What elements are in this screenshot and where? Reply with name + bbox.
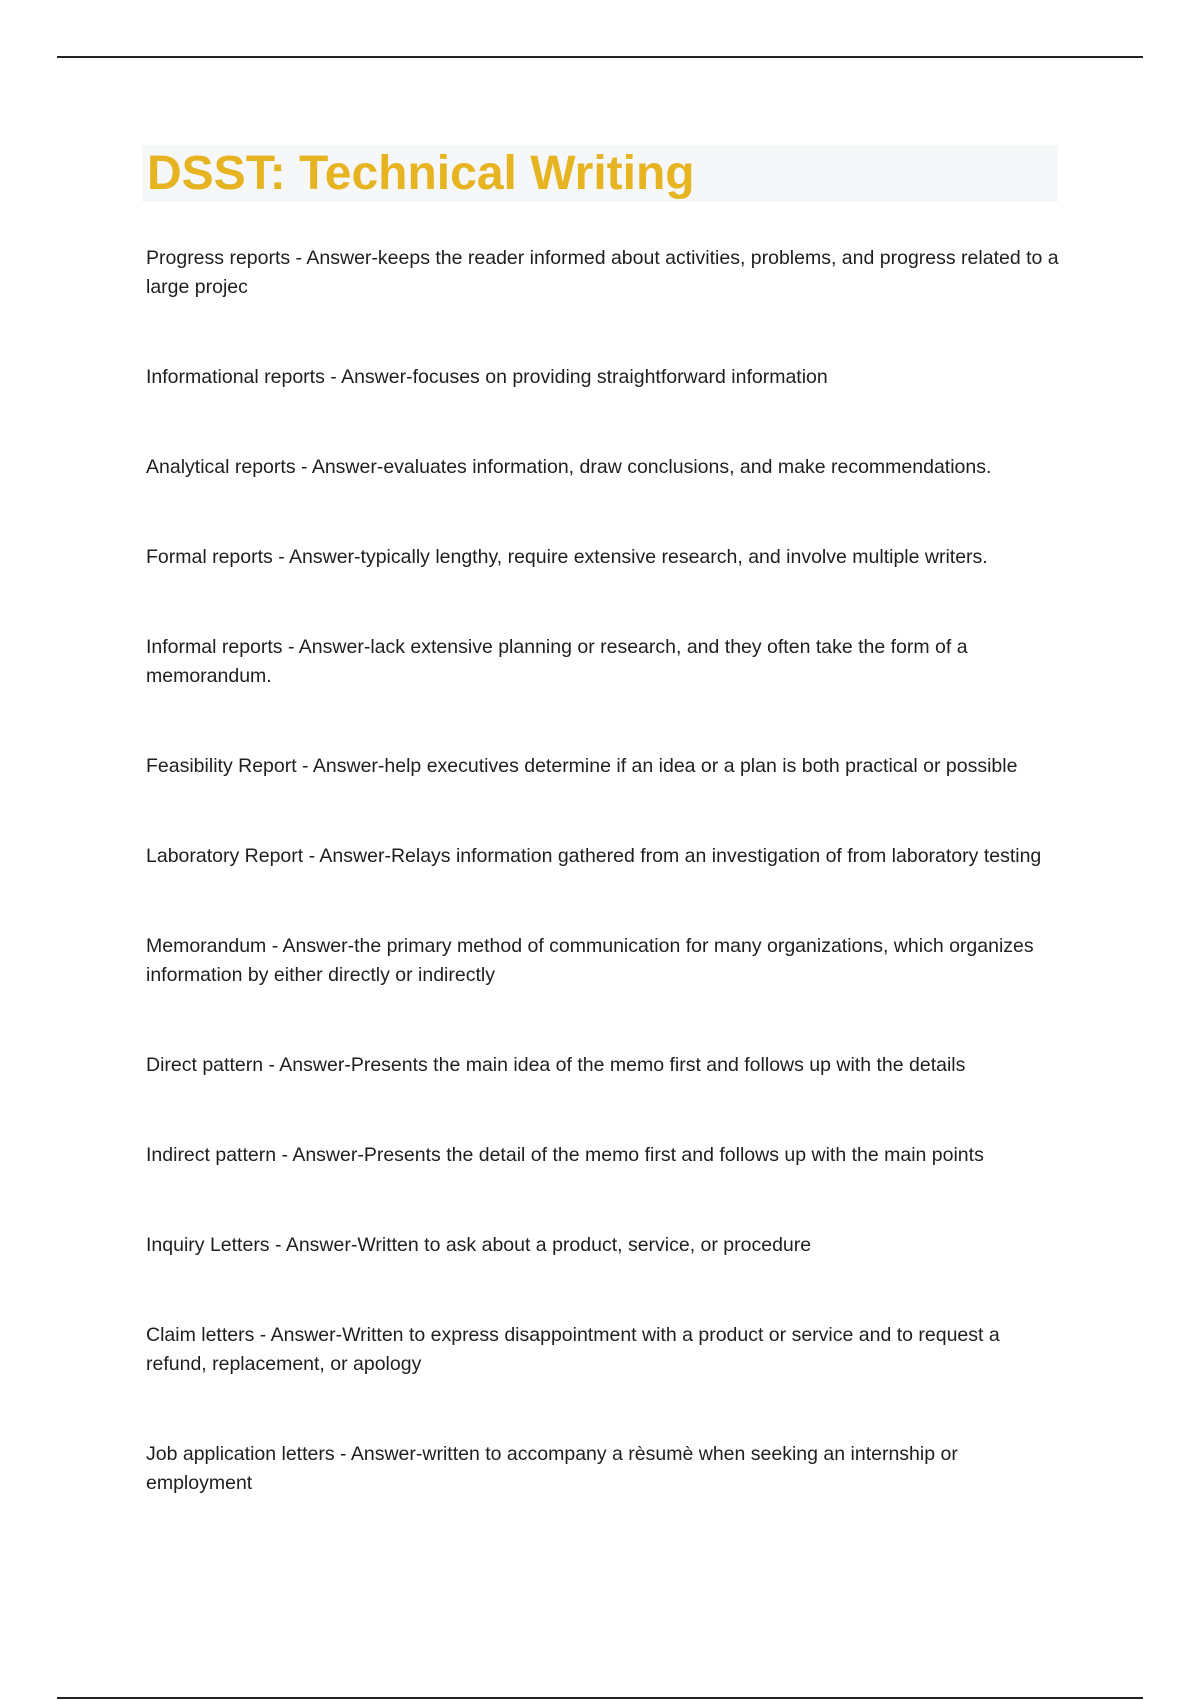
bottom-divider (57, 1697, 1143, 1699)
flashcard-entry-informal-reports: Informal reports - Answer-lack extensive planning or research, and they often take the form of a memorandum. (146, 636, 968, 687)
flashcard-entry-feasibility-report: Feasibility Report - Answer-help executives determine if an idea or a plan is both practical or possible (146, 755, 1018, 777)
flashcard-entry-direct-pattern: Direct pattern - Answer-Presents the main idea of the memo first and follows up with the details (146, 1054, 966, 1076)
flashcard-entry-memorandum: Memorandum - Answer-the primary method of communication for many organizations, which organizes information by either directly or indirectly (146, 935, 1034, 986)
document-title: DSST: Technical Writing (147, 147, 695, 200)
flashcard-entry-job-application-letters: Job application letters - Answer-written to accompany a rèsumè when seeking an internship or employment (146, 1443, 958, 1494)
flashcard-entry-laboratory-report: Laboratory Report - Answer-Relays information gathered from an investigation of from laboratory testing (146, 845, 1042, 867)
flashcard-entry-progress-reports: Progress reports - Answer-keeps the reader informed about activities, problems, and progress related to a large projec (146, 247, 1059, 298)
flashcard-entry-formal-reports: Formal reports - Answer-typically lengthy, require extensive research, and involve multiple writers. (146, 546, 988, 568)
flashcard-entry-inquiry-letters: Inquiry Letters - Answer-Written to ask about a product, service, or procedure (146, 1234, 812, 1256)
flashcard-entry-analytical-reports: Analytical reports - Answer-evaluates information, draw conclusions, and make recommendations. (146, 456, 992, 478)
flashcard-entry-informational-reports: Informational reports - Answer-focuses on providing straightforward information (146, 366, 828, 388)
top-divider (57, 56, 1143, 58)
flashcard-list (146, 244, 1062, 1559)
flashcard-entry-indirect-pattern: Indirect pattern - Answer-Presents the detail of the memo first and follows up with the main points (146, 1144, 984, 1166)
flashcard-entry-claim-letters: Claim letters - Answer-Written to express disappointment with a product or service and to request a refund, replacement, or apology (146, 1324, 1000, 1375)
